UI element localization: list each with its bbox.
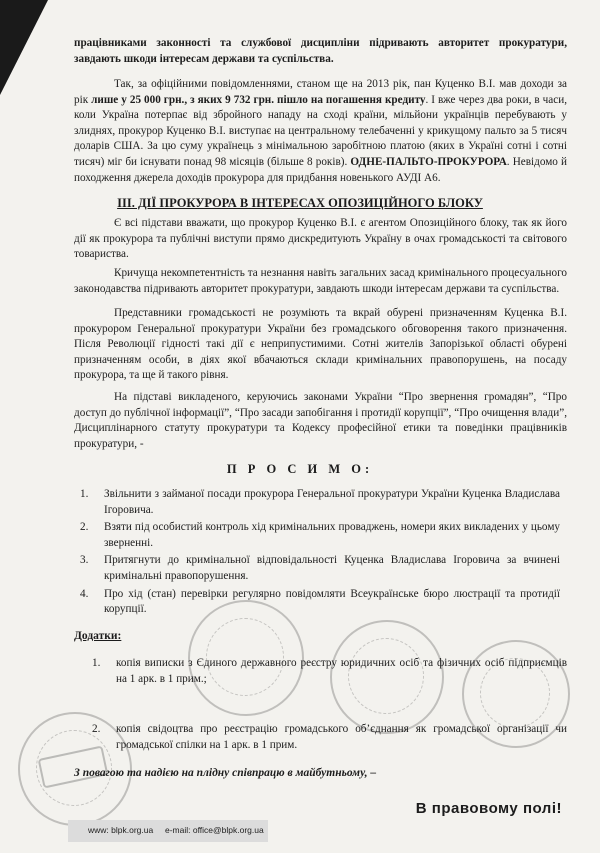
public-paragraph: Представники громадськості не розуміють та вкрай обурені призначенням Куценка В.І. прокурором Генеральної прокуратури України без громадського обговорення такого призначення. Після Революції гідності такі дії є неприпустимими. Сотні жителів Запорізької області обурені призначенням особи, в діях якої вбачаються склади кримінальних правопорушень, на посаду прокурора, та ще й такого рівня. <box>74 307 567 382</box>
agent-paragraph: Є всі підстави вважати, що прокурор Куценко В.І. є агентом Опозиційного блоку, так як його дії як прокурора та публічні виступи прямо дискредитують Україну в очах громадськості та світового товариства. <box>74 217 567 261</box>
list-item-number: 2. <box>92 723 101 735</box>
list-item-text: Про хід (стан) перевірки регулярно повідомляти Всеукраїнське бюро люстрації та протидії корупції. <box>104 587 560 616</box>
list-item-number: 2. <box>80 521 89 534</box>
list-item <box>80 487 560 518</box>
footer-web[interactable]: www: blpk.org.ua <box>88 825 154 835</box>
list-item-text: копія свідоцтва про реєстрацію громадського об’єднання як громадської організації чи громадської спілки на 1 арк. в 1 прим. <box>116 723 567 751</box>
list-item <box>80 587 560 618</box>
attachments-list-1 <box>92 656 567 689</box>
income-bold-1: лише у 25 000 грн., з яких 9 732 грн. пішло на погашення кредиту <box>91 93 426 106</box>
income-text-2: . І вже через два роки, в часи, коли Україна потерпає від збройного нападу на сході країни, мільйони українців перебувають у злиднях, прокурор Куценко В.І. виступає на центральному телебаченні у крикущому пальто за 5 тисяч доларів США. За цю суму українець з мінімальною заробітною платою (яких в Україні сотні і сотні тисяч) міг би існувати понад 98 місяців (більше 8 років). <box>74 93 568 168</box>
incompetence-paragraph: Кричуща некомпетентність та незнання навіть загальних засад кримінального процесуального законодавства підривають авторитет прокуратури, завдають шкоди інтересам держави та суспільства. <box>74 267 567 295</box>
list-item-text: Взяти під особистий контроль хід кримінальних проваджень, номери яких викладених у цьому зверненні. <box>104 521 560 549</box>
list-item-number: 1. <box>92 657 101 669</box>
closing-line: З повагою та надією на плідну співпрацю в майбутньому, – <box>74 767 377 779</box>
income-bold-2: ОДНЕ-ПАЛЬТО-ПРОКУРОРА <box>350 155 507 168</box>
slogan: В правовому полі! <box>415 800 562 817</box>
income-text-1: Так, за офіційними повідомленнями, станом ще на 2013 рік, пан Куценко В.І. мав доходи за рік <box>74 78 567 106</box>
attachments-list-2 <box>92 722 567 755</box>
section-heading: ІІІ. ДІЇ ПРОКУРОРА В ІНТЕРЕСАХ ОПОЗИЦІЙНОГО БЛОКУ <box>117 196 483 210</box>
list-item-text: Притягнути до кримінальної відповідальності Куценка Владислава Ігоровича за вчинені кримінальні правопорушення. <box>104 554 560 582</box>
footer-email[interactable]: e-mail: office@blpk.org.ua <box>165 825 264 835</box>
list-item-text: Звільнити з займаної посади прокурора Генеральної прокуратури України Куценка Владислава Ігоровича. <box>104 488 560 516</box>
list-item-number: 1. <box>80 488 89 500</box>
list-item-text: копія виписки з Єдиного державного реєстру юридичних осіб та фізичних осіб підприємців на 1 арк. в 1 прим.; <box>116 657 567 685</box>
attachments-title: Додатки: <box>74 630 122 642</box>
list-item-number: 4. <box>80 587 89 600</box>
request-list <box>80 487 560 620</box>
list-item-number: 3. <box>80 554 89 567</box>
request-heading: П Р О С И М О: <box>226 462 374 476</box>
list-item <box>80 553 560 584</box>
income-paragraph <box>74 77 567 186</box>
list-item <box>92 656 567 687</box>
top-paragraph: працівниками законності та службової дисципліни підривають авторитет прокуратури, завдають шкоди інтересам держави та суспільства. <box>74 37 567 65</box>
list-item <box>92 722 567 753</box>
scan-corner-mark <box>0 0 48 95</box>
list-item <box>80 520 560 551</box>
legal-basis-paragraph: На підставі викладеного, керуючись законами України “Про звернення громадян”, “Про доступ до публічної інформації”, “Про засади запобігання і протидії корупції”, “Про очищення влади”, Дисциплінарного статуту прокуратури та Кодексу професійної етики та поведінки працівників прокуратури, - <box>74 391 567 450</box>
income-text-3: . Невідомо й походження джерела доходів прокурора для придбання новенького АУДІ А6. <box>74 155 567 184</box>
